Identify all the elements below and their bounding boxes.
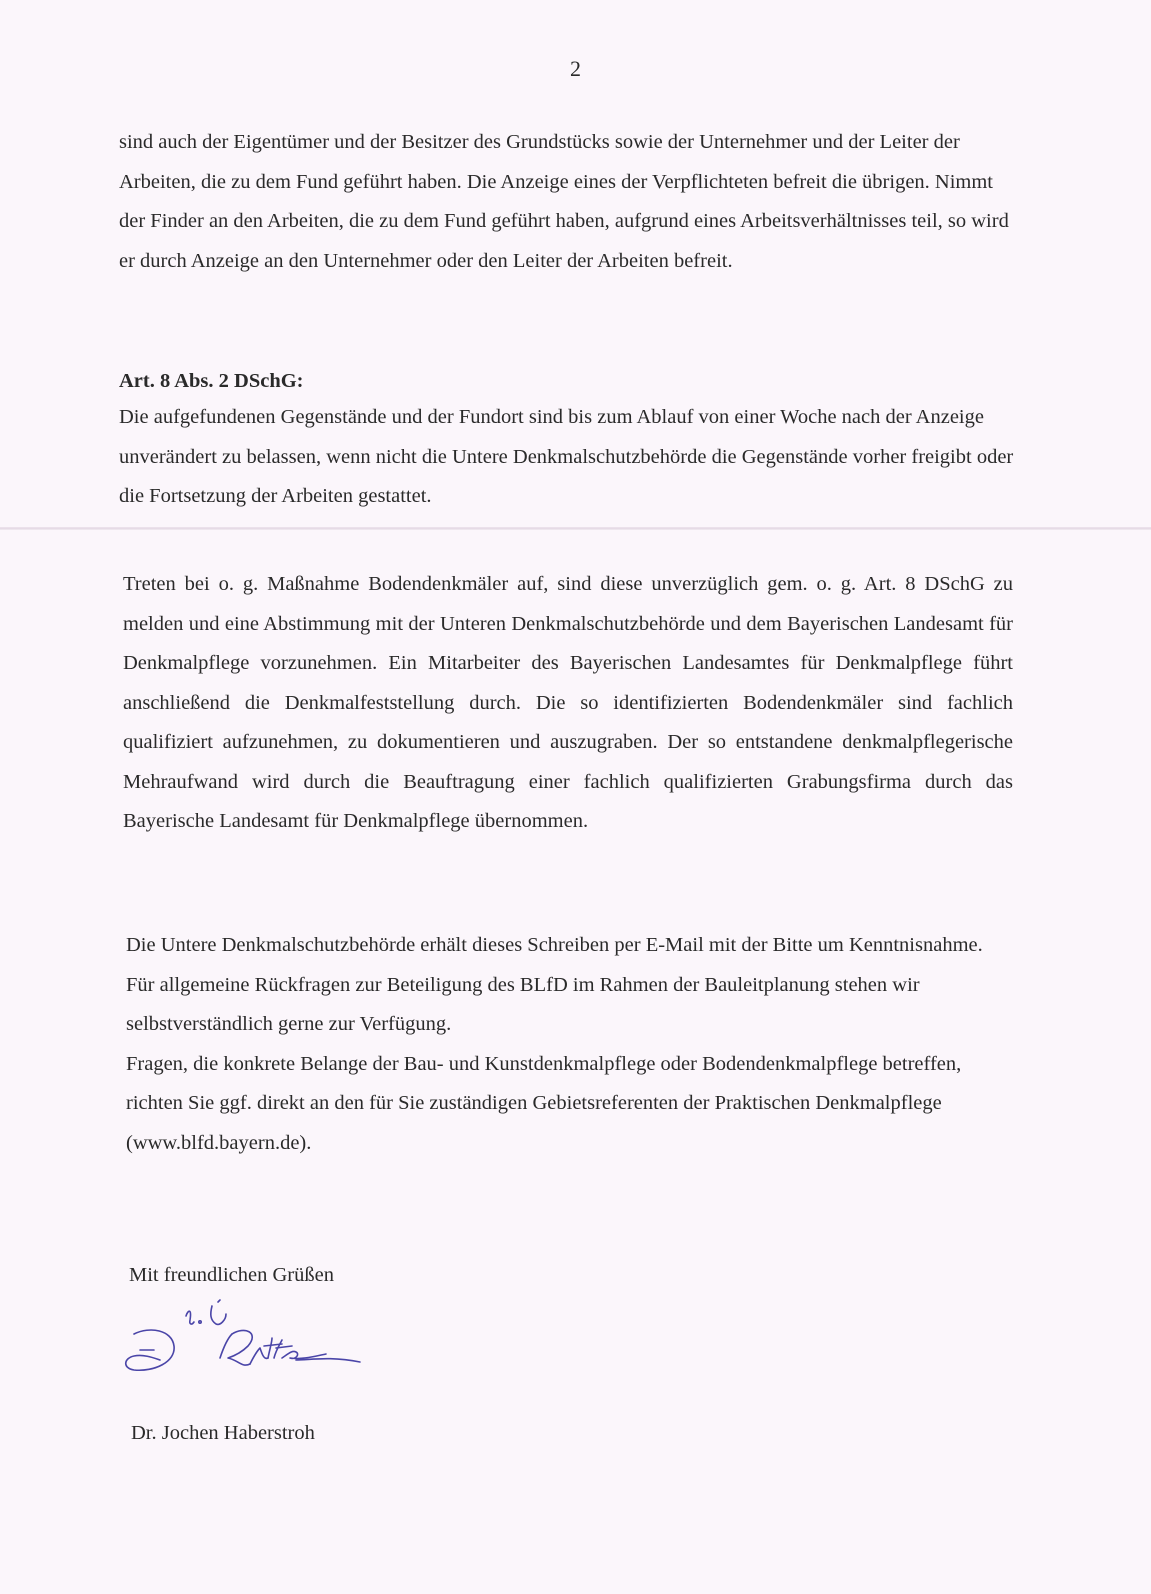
page-number: 2	[570, 56, 581, 81]
paragraph-questions: Fragen, die konkrete Belange der Bau- und Kunstdenkmalpflege oder Bodendenkmalpflege betreffen, richten Sie ggf. direkt an den für Sie zuständigen Gebietsreferenten der Praktischen Denkmalpflege (www.blfd.bayern.de).	[126, 1052, 962, 1154]
paragraph-legal-obligation: sind auch der Eigentümer und der Besitzer des Grundstücks sowie der Unternehmer und der Leiter der Arbeiten, die zu dem Fund geführt haben. Die Anzeige eines der Verpflichteten befreit die übrigen. Nimmt der Finder an den Arbeiten, die zu dem Fund geführt haben, aufgrund eines Arbeitsverhältnisses teil, so wird er durch Anzeige an den Unternehmer oder den Leiter der Arbeiten befreit.	[119, 131, 1009, 272]
handwritten-signature	[120, 1298, 380, 1398]
paragraph-bodendenkmaeler: Treten bei o. g. Maßnahme Bodendenkmäler auf, sind diese unverzüglich gem. o. g. Art. 8 DSchG zu melden und eine Abstimmung mit der Unteren Denkmalschutzbehörde und dem Bayerischen Landesamt für Denkmalpflege vorzunehmen. Ein Mitarbeiter des Bayerischen Landesamtes für Denkmalpflege führt anschließend die Denkmalfeststellung durch. Die so identifizierten Bodendenkmäler sind fachlich qualifiziert aufzunehmen, zu dokumentieren und auszugraben. Der so entstandene denkmalpflegerische Mehraufwand wird durch die Beauftragung einer fachlich qualifizierten Grabungsfirma durch das Bayerische Landesamt für Denkmalpflege übernommen.	[123, 573, 1013, 832]
section-heading: Art. 8 Abs. 2 DSchG:	[119, 370, 304, 392]
signatory-name: Dr. Jochen Haberstroh	[131, 1422, 315, 1444]
signature-image	[120, 1298, 380, 1398]
closing-salutation: Mit freundlichen Grüßen	[129, 1264, 334, 1286]
paper-fold-line	[0, 527, 1151, 530]
paragraph-notice: Die Untere Denkmalschutzbehörde erhält dieses Schreiben per E-Mail mit der Bitte um Kenntnisnahme. Für allgemeine Rückfragen zur Beteiligung des BLfD im Rahmen der Bauleitplanung stehen wir selbstverständlich gerne zur Verfügung. Fragen, die konkrete Belange der Bau- und Kunstdenkmalpflege oder Bodendenkmalpflege betreffen, richten Sie ggf. direkt an den für Sie zuständigen Gebietsreferenten der Praktischen Denkmalpflege (www.blfd.bayern.de).	[126, 926, 1006, 1163]
paragraph-art8: Die aufgefundenen Gegenstände und der Fundort sind bis zum Ablauf von einer Woche nach der Anzeige unverändert zu belassen, wenn nicht die Untere Denkmalschutzbehörde die Gegenstände vorher freigibt oder die Fortsetzung der Arbeiten gestattet.	[119, 406, 1014, 507]
